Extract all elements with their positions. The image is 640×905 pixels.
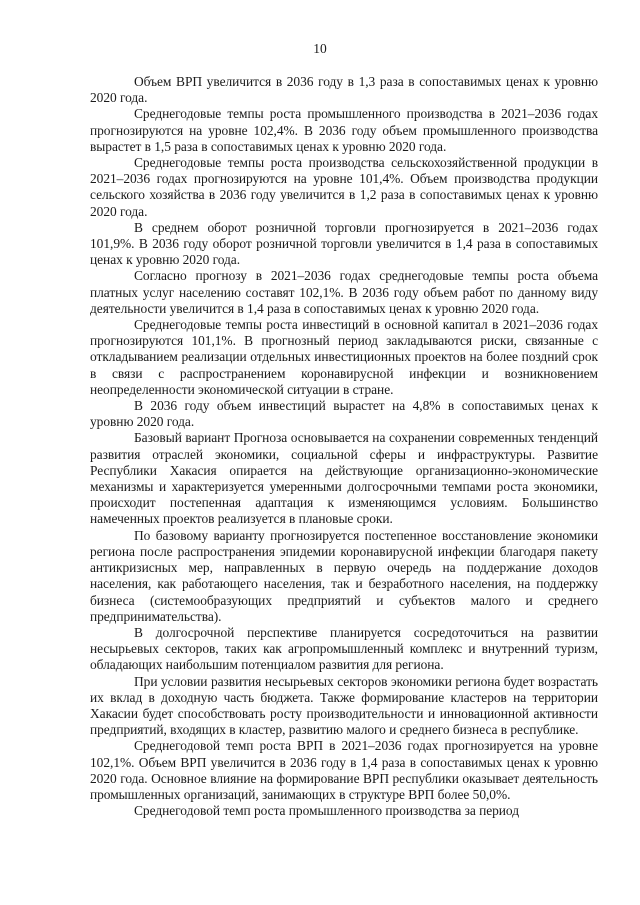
paragraph: Объем ВРП увеличится в 2036 году в 1,3 раза в сопоставимых ценах к уровню 2020 года. [90, 74, 598, 106]
paragraph: Согласно прогнозу в 2021–2036 годах среднегодовые темпы роста объема платных услуг населению составят 102,1%. В 2036 году объем работ по данному виду деятельности увеличится в 1,4 раза в сопоставимых ценах к уровню 2020 года. [90, 268, 598, 316]
paragraph: Среднегодовые темпы роста производства сельскохозяйственной продукции в 2021–2036 годах прогнозируются на уровне 101,4%. Объем производства продукции сельского хозяйства в 2036 году увеличится в 1,2 раза в сопоставимых ценах к уровню 2020 года. [90, 155, 598, 219]
paragraph: При условии развития несырьевых секторов экономики региона будет возрастать их вклад в доходную часть бюджета. Также формирование кластеров на территории Хакасии будет способствовать росту производительности и инновационной активности предприятий, входящих в кластер, развитию малого и среднего бизнеса в республике. [90, 673, 598, 738]
paragraph: В долгосрочной перспективе планируется сосредоточиться на развитии несырьевых секторов, таких как агропромышленный комплекс и внутренний туризм, обладающих наибольшим потенциалом развития для региона. [90, 624, 598, 673]
paragraph: В среднем оборот розничной торговли прогнозируется в 2021–2036 годах 101,9%. В 2036 году оборот розничной торговли увеличится в 1,4 раза в сопоставимых ценах к уровню 2020 года. [90, 219, 598, 268]
paragraph: Среднегодовой темп роста промышленного производства за период [134, 803, 520, 819]
paragraph: В 2036 году объем инвестиций вырастет на 4,8% в сопоставимых ценах к уровню 2020 года. [90, 398, 598, 430]
paragraph: Базовый вариант Прогноза основывается на сохранении современных тенденций развития отраслей экономики, социальной сферы и инфраструктуры. Развитие Республики Хакасия опирается на действующие организационно-экономические механизмы и характеризуется умеренными долгосрочными темпами роста экономики, происходит постепенная адаптация к изменяющимся условиям. Большинство намеченных проектов реализуется в плановые сроки. [90, 430, 598, 527]
paragraph: По базовому варианту прогнозируется постепенное восстановление экономики региона после распространения эпидемии коронавирусной инфекции благодаря пакету антикризисных мер, направленных в первую очередь на поддержание доходов населения, как работающего населения, так и безработного населения, на поддержку бизнеса (системообразующих предприятий и субъектов малого и среднего предпринимательства). [90, 527, 598, 624]
paragraph: Среднегодовые темпы роста инвестиций в основной капитал в 2021–2036 годах прогнозируются 101,1%. В прогнозный период закладываются риски, связанные с откладыванием реализации отдельных инвестиционных проектов на более поздний срок в связи с распространением коронавирусной инфекции и возникновением неопределенности экономической ситуации в стране. [90, 317, 598, 397]
page-number: 10 [313, 41, 327, 56]
document-body [90, 74, 598, 819]
paragraph: Среднегодовые темпы роста промышленного производства в 2021–2036 годах прогнозируются на уровне 102,4%. В 2036 году объем промышленного производства вырастет в 1,5 раза в сопоставимых ценах к уровню 2020 года. [90, 106, 598, 154]
paragraph: Среднегодовой темп роста ВРП в 2021–2036 годах прогнозируется на уровне 102,1%. Объем ВРП увеличится в 2036 году в 1,4 раза в сопоставимых ценах к уровню 2020 года. Основное влияние на формирование ВРП республики оказывает деятельность промышленных организаций, занимающих в структуре ВРП более 50,0%. [90, 738, 598, 802]
